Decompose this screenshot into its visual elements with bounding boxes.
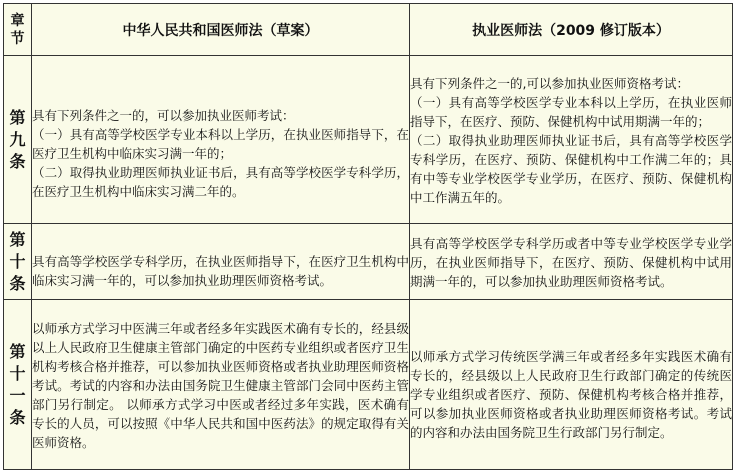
article-char: 一 (9, 385, 26, 405)
law-paragraph: （二）取得执业助理医师执业证书后，具有高等学校医学专科学历，在医疗、预防、保健机构中工作满二年的；具有中等专业学校医学专业学历，在医疗、预防、保健机构中工作满五年的。 (410, 133, 732, 205)
table-row (4, 224, 733, 300)
law-paragraph: 具有高等学校医学专科学历或者中等专业学校医学专业学历，在执业医师指导下，在医疗、预防、保健机构中试用期满一年的，可以参加执业助理医师资格考试。 (410, 235, 732, 289)
article-column-header: 章节 (4, 4, 32, 56)
header-row (4, 4, 733, 56)
draft-paragraph: （二）取得执业助理医师执业证书后，具有高等学校医学专科学历，在医疗卫生机构中临床实习满二年的。 (32, 165, 409, 199)
draft-paragraph: 具有下列条件之一的，可以参加执业医师考试： (32, 108, 295, 123)
law-paragraph: 具有下列条件之一的,可以参加执业医师资格考试： (410, 76, 689, 91)
draft-text-cell (32, 224, 410, 300)
law-text-cell (410, 224, 733, 300)
article-char: 十 (9, 251, 26, 271)
article-char: 条 (9, 273, 26, 293)
table-row (4, 300, 733, 470)
article-char: 十 (9, 363, 26, 383)
law-paragraph: 以师承方式学习传统医学满三年或者经多年实践医术确有专长的，经县级以上人民政府卫生行政部门确定的传统医学专业组织或者医疗、预防、保健机构考核合格并推荐，可以参加执业医师资格或者执业助理医师资格考试。考试的内容和办法由国务院卫生行政部门另行制定。 (410, 348, 732, 440)
article-char: 条 (9, 151, 26, 171)
table-row (4, 56, 733, 224)
article-number (4, 56, 32, 224)
article-char: 第 (9, 107, 26, 127)
article-char: 条 (9, 407, 26, 427)
law-text-cell (410, 56, 733, 224)
article-number (4, 300, 32, 470)
law-text-cell (410, 300, 733, 470)
article-char: 第 (9, 341, 26, 361)
draft-column-header: 中华人民共和国医师法（草案） (32, 4, 410, 56)
draft-text-cell (32, 56, 410, 224)
draft-paragraph: （一）具有高等学校医学专业本科以上学历，在执业医师指导下，在医疗卫生机构中临床实习满一年的； (32, 127, 409, 161)
law-column-header: 执业医师法（2009 修订版本） (410, 4, 733, 56)
draft-text-cell (32, 300, 410, 470)
draft-paragraph: 具有高等学校医学专科学历，在执业医师指导下，在医疗卫生机构中临床实习满一年的，可以参加执业助理医师资格考试。 (32, 253, 409, 288)
article-char: 九 (9, 129, 26, 149)
draft-paragraph: 以师承方式学习中医满三年或者经多年实践医术确有专长的，经县级以上人民政府卫生健康主管部门确定的中医药专业组织或者医疗卫生机构考核合格并推荐，可以参加执业医师资格或者执业助理医师资格考试。考试的内容和办法由国务院卫生健康主管部门会同中医药主管部门另行制定。 以师承方式学习中医或者经过多年实践，医术确有专长的人员，可以按照《中华人民共和国中医药法》的规定取得有关医师资格。 (32, 321, 409, 450)
comparison-table (3, 3, 733, 470)
law-paragraph: （一）具有高等学校医学专业本科以上学历，在执业医师指导下，在医疗、预防、保健机构中试用期满一年的； (410, 95, 732, 129)
article-char: 第 (9, 229, 26, 249)
article-number (4, 224, 32, 300)
